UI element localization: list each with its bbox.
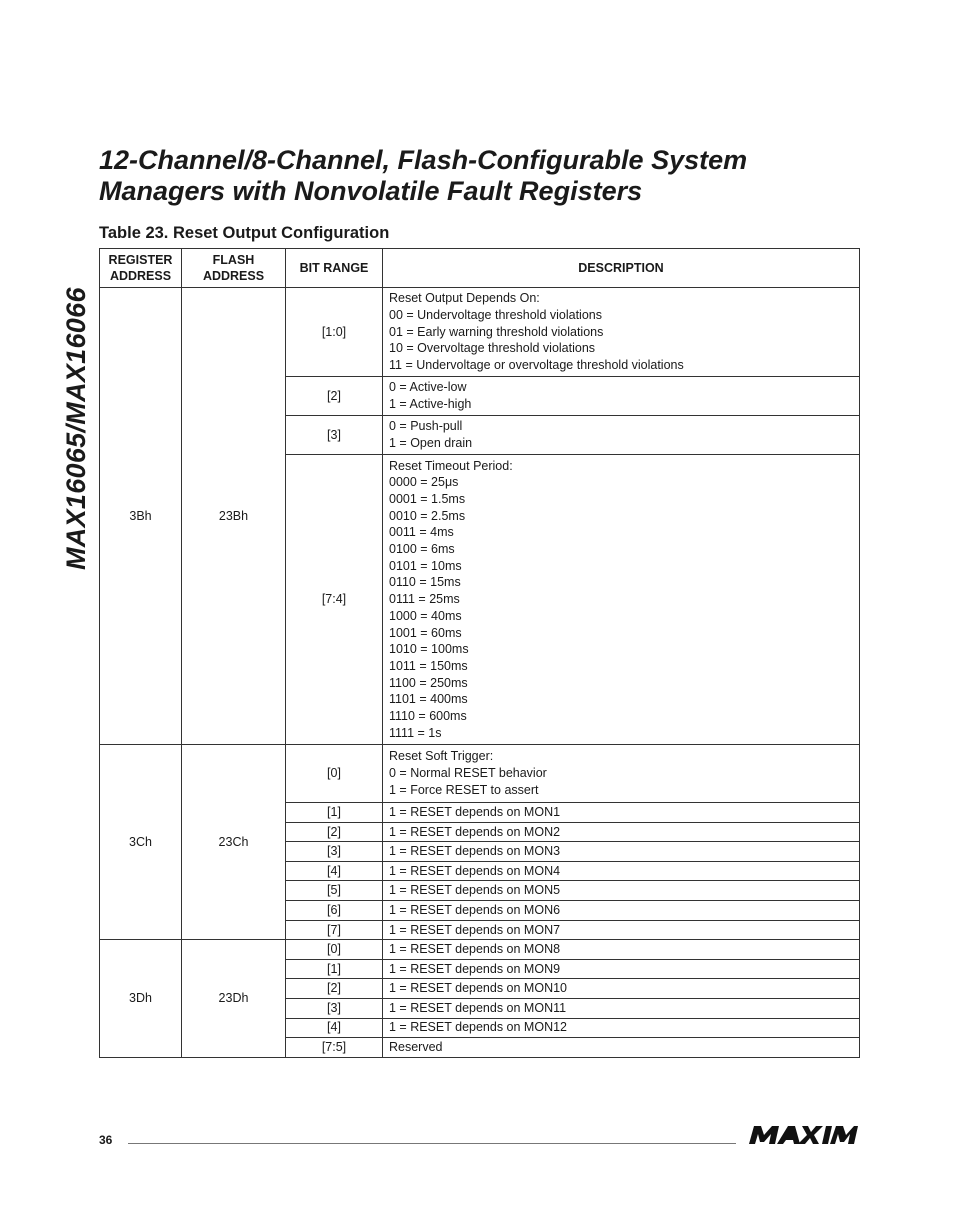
description-cell: Reserved <box>383 1038 860 1058</box>
side-title: MAX16065/MAX16066 <box>61 287 91 570</box>
bit-range-cell: [7:4] <box>286 455 383 745</box>
bit-range-cell: [2] <box>286 822 383 842</box>
description-cell: 0 = Active-low 1 = Active-high <box>383 377 860 416</box>
bit-range-cell: [0] <box>286 940 383 960</box>
bit-range-cell: [3] <box>286 998 383 1018</box>
description-cell: 1 = RESET depends on MON1 <box>383 803 860 823</box>
page-number: 36 <box>99 1133 113 1147</box>
header-description: DESCRIPTION <box>383 249 860 288</box>
title-line-1: 12-Channel/8-Channel, Flash-Configurable System <box>99 145 748 175</box>
bit-range-cell: [4] <box>286 861 383 881</box>
bit-range-cell: [2] <box>286 979 383 999</box>
bit-range-cell: [7:5] <box>286 1038 383 1058</box>
document-title <box>99 145 899 207</box>
table-row <box>100 940 860 960</box>
description-cell: 1 = RESET depends on MON5 <box>383 881 860 901</box>
bit-range-cell: [2] <box>286 377 383 416</box>
description-cell: 0 = Push-pull 1 = Open drain <box>383 416 860 455</box>
description-cell: 1 = RESET depends on MON11 <box>383 998 860 1018</box>
description-cell: 1 = RESET depends on MON2 <box>383 822 860 842</box>
reset-output-configuration-table <box>99 248 860 1058</box>
table-header-row <box>100 249 860 288</box>
header-flash-address: FLASH ADDRESS <box>182 249 286 288</box>
bit-range-cell: [1] <box>286 959 383 979</box>
bit-range-cell: [1:0] <box>286 288 383 377</box>
header-register-address: REGISTER ADDRESS <box>100 249 182 288</box>
description-cell: 1 = RESET depends on MON6 <box>383 900 860 920</box>
flash-address-cell: 23Dh <box>182 940 286 1058</box>
description-cell: 1 = RESET depends on MON10 <box>383 979 860 999</box>
description-cell: 1 = RESET depends on MON9 <box>383 959 860 979</box>
flash-address-cell: 23Bh <box>182 288 286 745</box>
description-cell: Reset Soft Trigger: 0 = Normal RESET behavior 1 = Force RESET to assert <box>383 745 860 803</box>
description-cell: 1 = RESET depends on MON4 <box>383 861 860 881</box>
bit-range-cell: [3] <box>286 416 383 455</box>
bit-range-cell: [5] <box>286 881 383 901</box>
header-bit-range: BIT RANGE <box>286 249 383 288</box>
register-address-cell: 3Dh <box>100 940 182 1058</box>
flash-address-cell: 23Ch <box>182 745 286 940</box>
register-address-cell: 3Ch <box>100 745 182 940</box>
description-cell: Reset Timeout Period: 0000 = 25μs 0001 = 1.5ms 0010 = 2.5ms 0011 = 4ms 0100 = 6ms 0101 = 10ms 0110 = 15ms 0111 = 25ms 1000 = 40ms 1001 = 60ms 1010 = 100ms 1011 = 150ms 1100 = 250ms 1101 = 400ms 1110 = 600ms 1111 = 1s <box>383 455 860 745</box>
table-title: Table 23. Reset Output Configuration <box>99 224 390 242</box>
description-cell: 1 = RESET depends on MON7 <box>383 920 860 940</box>
title-line-2: Managers with Nonvolatile Fault Registers <box>99 176 643 206</box>
bit-range-cell: [4] <box>286 1018 383 1038</box>
table-row <box>100 288 860 377</box>
register-address-cell: 3Bh <box>100 288 182 745</box>
table-row <box>100 745 860 803</box>
bit-range-cell: [3] <box>286 842 383 862</box>
bit-range-cell: [6] <box>286 900 383 920</box>
description-cell: Reset Output Depends On: 00 = Undervoltage threshold violations 01 = Early warning threshold violations 10 = Overvoltage threshold violations 11 = Undervoltage or overvoltage threshold violations <box>383 288 860 377</box>
bit-range-cell: [1] <box>286 803 383 823</box>
maxim-logo <box>748 1126 858 1144</box>
description-cell: 1 = RESET depends on MON12 <box>383 1018 860 1038</box>
bit-range-cell: [0] <box>286 745 383 803</box>
description-cell: 1 = RESET depends on MON3 <box>383 842 860 862</box>
footer-rule <box>128 1143 736 1144</box>
description-cell: 1 = RESET depends on MON8 <box>383 940 860 960</box>
bit-range-cell: [7] <box>286 920 383 940</box>
